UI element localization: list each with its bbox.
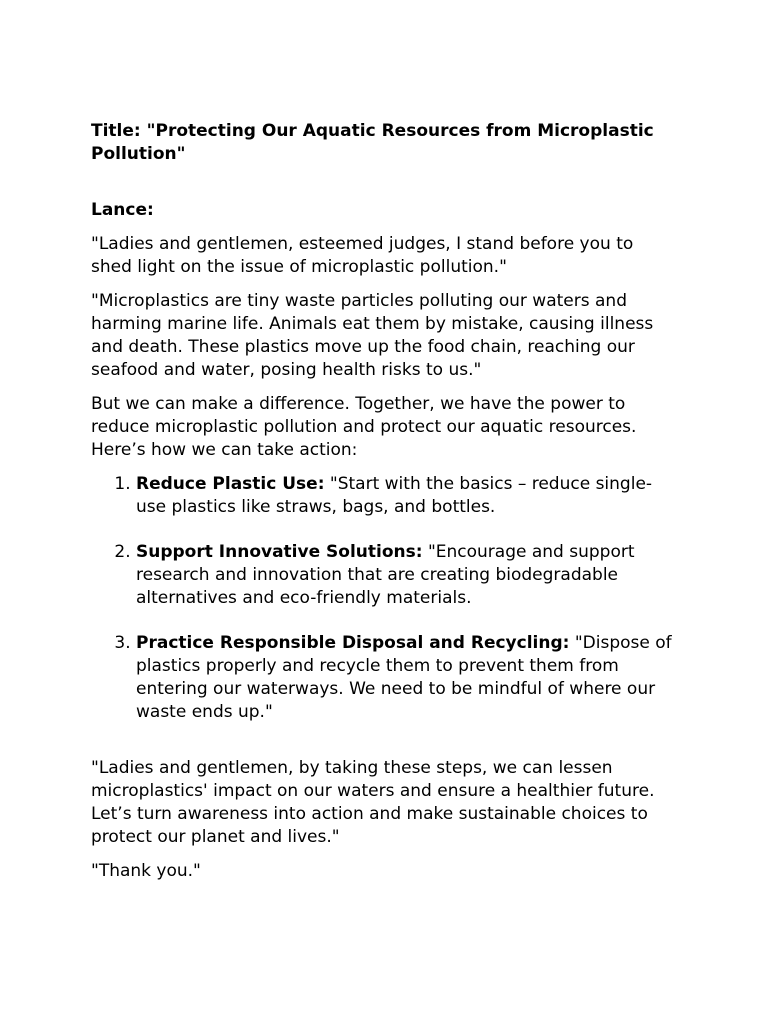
microplastics-paragraph: "Microplastics are tiny waste particles polluting our waters and harming marine life. Animals eat them by mistake, causing illness and death. These plastics move up the food chain, reaching our seafood and water, posing health risks to us."	[91, 291, 654, 380]
document-page	[91, 120, 676, 883]
action-intro-paragraph: But we can make a difference. Together, we have the power to reduce microplastic pollution and protect our aquatic resources. Here’s how we can take action:	[91, 394, 637, 460]
list-item	[136, 632, 676, 724]
action-heading: Support Innovative Solutions:	[136, 542, 423, 562]
thank-you-line: "Thank you."	[91, 861, 201, 881]
action-text: "Start with the basics – reduce single-use plastics like straws, bags, and bottles.	[136, 474, 653, 517]
document-title: Title: "Protecting Our Aquatic Resources from Microplastic Pollution"	[91, 121, 654, 164]
closing-paragraph: "Ladies and gentlemen, by taking these steps, we can lessen microplastics' impact on our waters and ensure a healthier future. Let’s turn awareness into action and make sustainable choices to protect our planet and lives."	[91, 758, 655, 847]
action-heading: Practice Responsible Disposal and Recycling:	[136, 633, 570, 653]
action-text: "Encourage and support research and innovation that are creating biodegradable alternatives and eco-friendly materials.	[136, 542, 635, 608]
action-list	[91, 473, 676, 724]
speaker-name: Lance:	[91, 200, 154, 220]
action-text: "Dispose of plastics properly and recycle them to prevent them from entering our waterways. We need to be mindful of where our waste ends up."	[136, 633, 672, 722]
action-heading: Reduce Plastic Use:	[136, 474, 325, 494]
list-item	[136, 473, 676, 519]
opening-paragraph: "Ladies and gentlemen, esteemed judges, I stand before you to shed light on the issue of microplastic pollution."	[91, 234, 634, 277]
list-item	[136, 541, 676, 610]
